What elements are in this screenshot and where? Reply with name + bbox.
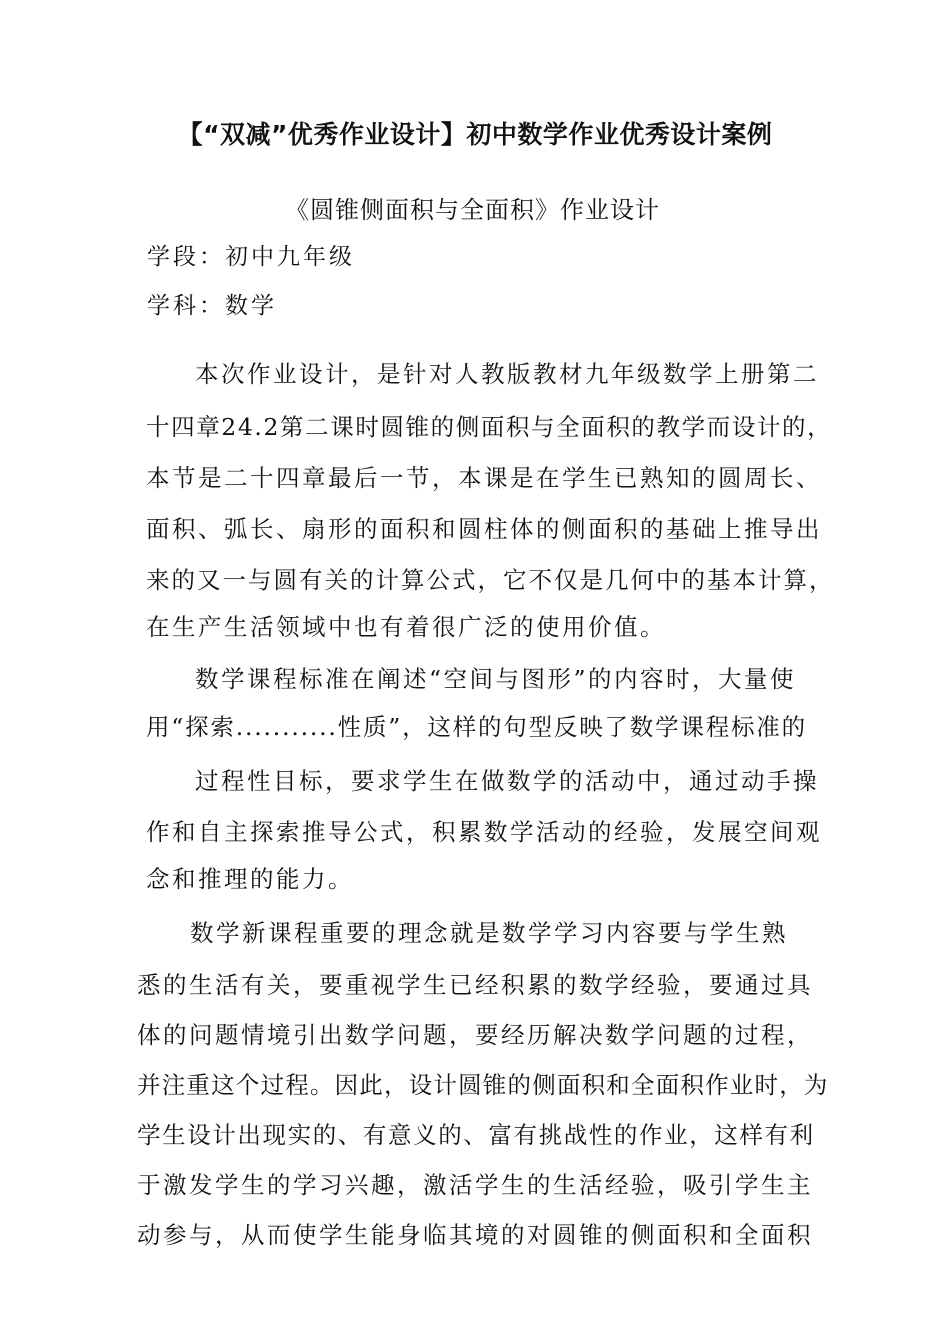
paragraph-line: 十四章24.2第二课时圆锥的侧面积与全面积的教学而设计的， (146, 413, 833, 441)
paragraph-line: 来的又一与圆有关的计算公式，它不仅是几何中的基本计算， (146, 566, 835, 594)
paragraph-line: 作和自主探索推导公式，积累数学活动的经验，发展空间观 (146, 818, 822, 846)
paragraph-line: 面积、弧长、扇形的面积和圆柱体的侧面积的基础上推导出 (146, 515, 822, 543)
paragraph-line: 数学课程标准在阐述“空间与图形”的内容时，大量使 (195, 665, 797, 693)
paragraph-line: 本节是二十四章最后一节，本课是在学生已熟知的圆周长、 (146, 464, 822, 492)
subject-line: 学科：数学 (147, 293, 277, 319)
paragraph-line: 在生产生活领域中也有着很广泛的使用价值。 (146, 613, 666, 641)
paragraph-line: 悉的生活有关，要重视学生已经积累的数学经验，要通过具 (137, 971, 813, 999)
paragraph-line: 体的问题情境引出数学问题，要经历解决数学问题的过程， (137, 1021, 813, 1049)
paragraph-line: 动参与，从而使学生能身临其境的对圆锥的侧面积和全面积 (137, 1221, 813, 1249)
document-subtitle: 《圆锥侧面积与全面积》作业设计 (285, 196, 660, 224)
paragraph-line: 用“探索...........性质”，这样的句型反映了数学课程标准的 (146, 713, 807, 741)
paragraph-line: 本次作业设计，是针对人教版教材九年级数学上册第二 (195, 360, 819, 388)
document-title: 【“双减”优秀作业设计】初中数学作业优秀设计案例 (177, 120, 773, 149)
stage-line: 学段：初中九年级 (147, 244, 355, 270)
paragraph-line: 于激发学生的学习兴趣，激活学生的生活经验，吸引学生主 (137, 1171, 813, 1199)
paragraph-line: 过程性目标，要求学生在做数学的活动中，通过动手操 (195, 767, 819, 795)
paragraph-line: 并注重这个过程。因此，设计圆锥的侧面积和全面积作业时，为 (137, 1071, 829, 1099)
paragraph-line: 学生设计出现实的、有意义的、富有挑战性的作业，这样有利 (137, 1121, 815, 1149)
paragraph-line: 数学新课程重要的理念就是数学学习内容要与学生熟 (190, 919, 788, 947)
paragraph-line: 念和推理的能力。 (146, 865, 354, 893)
